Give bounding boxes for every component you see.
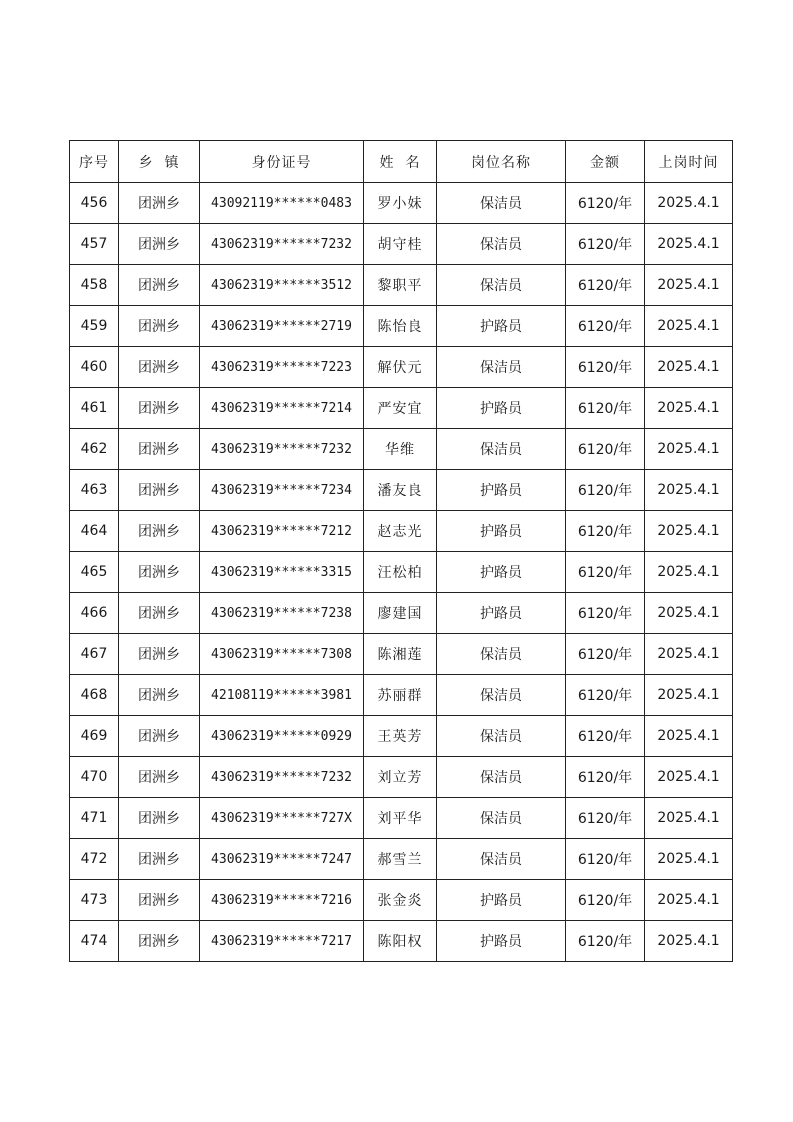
cell-town: 团洲乡: [119, 839, 200, 880]
cell-id: 43062319******7214: [200, 388, 364, 429]
cell-date: 2025.4.1: [645, 757, 733, 798]
cell-town: 团洲乡: [119, 880, 200, 921]
cell-date: 2025.4.1: [645, 675, 733, 716]
cell-town: 团洲乡: [119, 921, 200, 962]
cell-name: 胡守桂: [364, 224, 437, 265]
cell-post: 护路员: [437, 470, 566, 511]
cell-id: 43062319******7216: [200, 880, 364, 921]
cell-no: 463: [70, 470, 119, 511]
cell-name: 刘平华: [364, 798, 437, 839]
cell-date: 2025.4.1: [645, 224, 733, 265]
cell-town: 团洲乡: [119, 388, 200, 429]
cell-amount: 6120/年: [566, 757, 645, 798]
cell-amount: 6120/年: [566, 306, 645, 347]
cell-town: 团洲乡: [119, 593, 200, 634]
cell-amount: 6120/年: [566, 511, 645, 552]
cell-post: 护路员: [437, 388, 566, 429]
table-row: [70, 716, 733, 757]
cell-post: 保洁员: [437, 265, 566, 306]
table-header: [70, 141, 733, 183]
cell-id: 43062319******7212: [200, 511, 364, 552]
cell-post: 护路员: [437, 511, 566, 552]
table-row: [70, 552, 733, 593]
cell-amount: 6120/年: [566, 470, 645, 511]
cell-no: 457: [70, 224, 119, 265]
cell-amount: 6120/年: [566, 716, 645, 757]
cell-town: 团洲乡: [119, 634, 200, 675]
cell-name: 严安宜: [364, 388, 437, 429]
cell-amount: 6120/年: [566, 839, 645, 880]
cell-post: 保洁员: [437, 183, 566, 224]
cell-post: 保洁员: [437, 675, 566, 716]
cell-id: 43062319******7247: [200, 839, 364, 880]
cell-town: 团洲乡: [119, 265, 200, 306]
cell-date: 2025.4.1: [645, 880, 733, 921]
cell-no: 469: [70, 716, 119, 757]
cell-town: 团洲乡: [119, 716, 200, 757]
header-town: 乡 镇: [119, 141, 200, 183]
table-row: [70, 593, 733, 634]
cell-town: 团洲乡: [119, 552, 200, 593]
cell-name: 刘立芳: [364, 757, 437, 798]
cell-name: 罗小妹: [364, 183, 437, 224]
cell-town: 团洲乡: [119, 511, 200, 552]
cell-id: 43062319******7223: [200, 347, 364, 388]
header-no: 序号: [70, 141, 119, 183]
cell-date: 2025.4.1: [645, 470, 733, 511]
cell-post: 护路员: [437, 593, 566, 634]
cell-id: 43062319******2719: [200, 306, 364, 347]
table-row: [70, 183, 733, 224]
table-row: [70, 429, 733, 470]
cell-post: 保洁员: [437, 347, 566, 388]
table-row: [70, 839, 733, 880]
cell-amount: 6120/年: [566, 675, 645, 716]
header-date: 上岗时间: [645, 141, 733, 183]
cell-post: 护路员: [437, 880, 566, 921]
cell-id: 43062319******3315: [200, 552, 364, 593]
cell-date: 2025.4.1: [645, 839, 733, 880]
cell-id: 43062319******7232: [200, 224, 364, 265]
cell-no: 468: [70, 675, 119, 716]
cell-no: 473: [70, 880, 119, 921]
cell-amount: 6120/年: [566, 634, 645, 675]
cell-date: 2025.4.1: [645, 429, 733, 470]
cell-amount: 6120/年: [566, 921, 645, 962]
cell-id: 43062319******7234: [200, 470, 364, 511]
cell-date: 2025.4.1: [645, 552, 733, 593]
table-row: [70, 306, 733, 347]
cell-name: 廖建国: [364, 593, 437, 634]
cell-no: 467: [70, 634, 119, 675]
header-name: 姓 名: [364, 141, 437, 183]
cell-town: 团洲乡: [119, 675, 200, 716]
cell-amount: 6120/年: [566, 880, 645, 921]
table-body: [70, 183, 733, 962]
table-row: [70, 347, 733, 388]
table-row: [70, 470, 733, 511]
cell-amount: 6120/年: [566, 388, 645, 429]
cell-date: 2025.4.1: [645, 265, 733, 306]
cell-town: 团洲乡: [119, 183, 200, 224]
cell-name: 张金炎: [364, 880, 437, 921]
table-row: [70, 798, 733, 839]
cell-amount: 6120/年: [566, 347, 645, 388]
cell-post: 保洁员: [437, 634, 566, 675]
cell-town: 团洲乡: [119, 224, 200, 265]
cell-name: 潘友良: [364, 470, 437, 511]
cell-amount: 6120/年: [566, 552, 645, 593]
cell-id: 43062319******727X: [200, 798, 364, 839]
cell-no: 474: [70, 921, 119, 962]
cell-no: 465: [70, 552, 119, 593]
header-post: 岗位名称: [437, 141, 566, 183]
cell-id: 43092119******0483: [200, 183, 364, 224]
roster-table: [69, 140, 733, 962]
table-row: [70, 634, 733, 675]
cell-post: 保洁员: [437, 798, 566, 839]
cell-town: 团洲乡: [119, 347, 200, 388]
cell-date: 2025.4.1: [645, 798, 733, 839]
cell-name: 王英芳: [364, 716, 437, 757]
cell-no: 471: [70, 798, 119, 839]
cell-amount: 6120/年: [566, 224, 645, 265]
cell-no: 464: [70, 511, 119, 552]
cell-post: 保洁员: [437, 429, 566, 470]
cell-id: 43062319******7308: [200, 634, 364, 675]
cell-date: 2025.4.1: [645, 511, 733, 552]
cell-date: 2025.4.1: [645, 388, 733, 429]
cell-name: 赵志光: [364, 511, 437, 552]
cell-post: 护路员: [437, 921, 566, 962]
cell-no: 462: [70, 429, 119, 470]
table-row: [70, 265, 733, 306]
cell-post: 护路员: [437, 552, 566, 593]
cell-no: 459: [70, 306, 119, 347]
cell-name: 解伏元: [364, 347, 437, 388]
cell-post: 保洁员: [437, 839, 566, 880]
cell-date: 2025.4.1: [645, 716, 733, 757]
cell-id: 43062319******0929: [200, 716, 364, 757]
table-row: [70, 511, 733, 552]
cell-date: 2025.4.1: [645, 921, 733, 962]
cell-date: 2025.4.1: [645, 634, 733, 675]
cell-post: 保洁员: [437, 716, 566, 757]
cell-name: 汪松柏: [364, 552, 437, 593]
table-row: [70, 757, 733, 798]
cell-name: 陈湘莲: [364, 634, 437, 675]
cell-post: 保洁员: [437, 757, 566, 798]
cell-no: 472: [70, 839, 119, 880]
cell-amount: 6120/年: [566, 265, 645, 306]
table-row: [70, 675, 733, 716]
header-row: [70, 141, 733, 183]
cell-no: 461: [70, 388, 119, 429]
cell-town: 团洲乡: [119, 429, 200, 470]
table-row: [70, 880, 733, 921]
cell-amount: 6120/年: [566, 183, 645, 224]
cell-post: 保洁员: [437, 224, 566, 265]
cell-id: 43062319******7217: [200, 921, 364, 962]
cell-no: 460: [70, 347, 119, 388]
cell-name: 陈阳权: [364, 921, 437, 962]
cell-town: 团洲乡: [119, 306, 200, 347]
table-row: [70, 388, 733, 429]
header-amount: 金额: [566, 141, 645, 183]
cell-id: 43062319******7232: [200, 757, 364, 798]
cell-id: 42108119******3981: [200, 675, 364, 716]
cell-name: 华维: [364, 429, 437, 470]
cell-post: 护路员: [437, 306, 566, 347]
cell-id: 43062319******3512: [200, 265, 364, 306]
header-id: 身份证号: [200, 141, 364, 183]
cell-date: 2025.4.1: [645, 183, 733, 224]
cell-name: 郝雪兰: [364, 839, 437, 880]
table-row: [70, 224, 733, 265]
cell-date: 2025.4.1: [645, 306, 733, 347]
cell-name: 苏丽群: [364, 675, 437, 716]
cell-no: 458: [70, 265, 119, 306]
cell-amount: 6120/年: [566, 429, 645, 470]
table-row: [70, 921, 733, 962]
cell-town: 团洲乡: [119, 757, 200, 798]
cell-date: 2025.4.1: [645, 593, 733, 634]
cell-name: 陈怡良: [364, 306, 437, 347]
cell-no: 456: [70, 183, 119, 224]
cell-date: 2025.4.1: [645, 347, 733, 388]
cell-no: 466: [70, 593, 119, 634]
cell-id: 43062319******7238: [200, 593, 364, 634]
cell-amount: 6120/年: [566, 593, 645, 634]
cell-town: 团洲乡: [119, 470, 200, 511]
cell-name: 黎职平: [364, 265, 437, 306]
cell-town: 团洲乡: [119, 798, 200, 839]
cell-no: 470: [70, 757, 119, 798]
cell-id: 43062319******7232: [200, 429, 364, 470]
cell-amount: 6120/年: [566, 798, 645, 839]
